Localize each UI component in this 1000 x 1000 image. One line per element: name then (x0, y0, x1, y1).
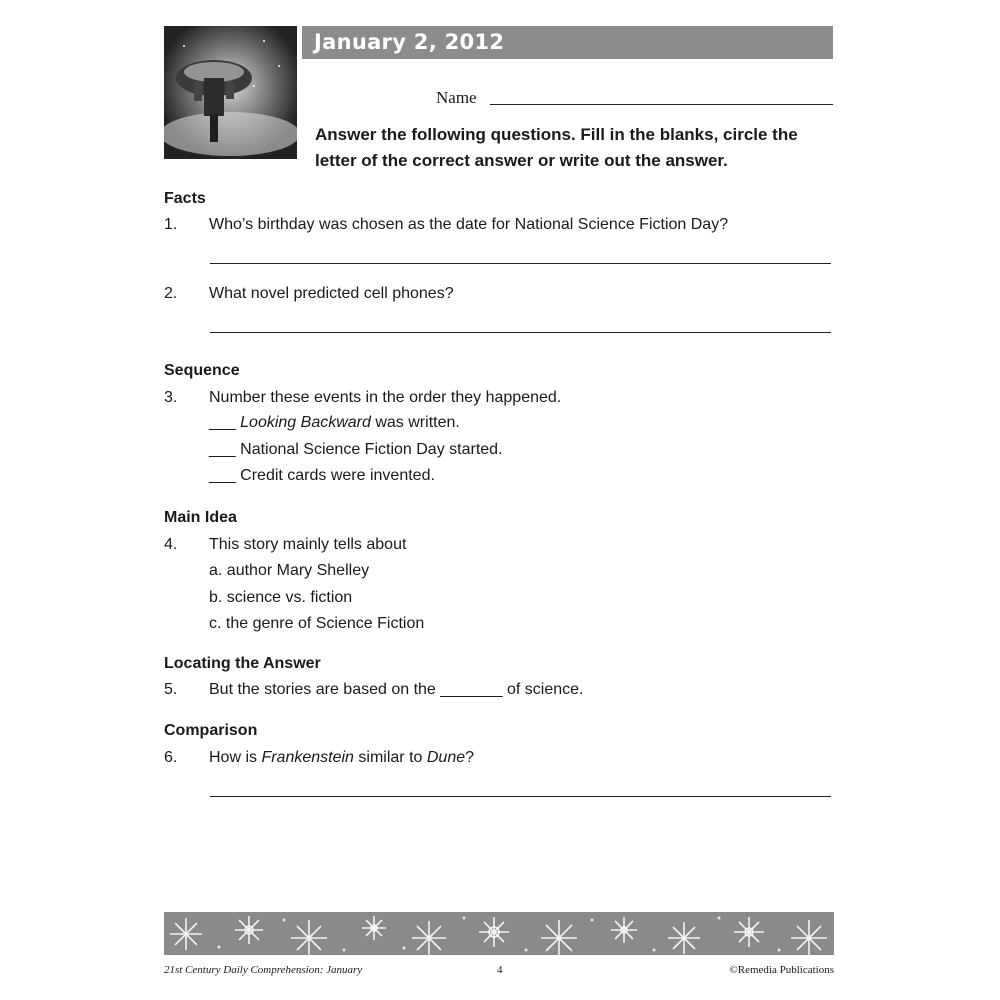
sequence-blank[interactable]: ___ (209, 441, 236, 458)
answer-option-c[interactable] (209, 615, 424, 633)
event-text: Credit cards were invented. (240, 467, 435, 484)
event-text: National Science Fiction Day started. (240, 441, 503, 458)
question-number: 1. (164, 216, 178, 233)
section-title-facts: Facts (164, 190, 206, 207)
snowflake-banner (164, 912, 834, 955)
event-text: was written. (370, 414, 460, 431)
header-illustration (164, 26, 297, 159)
sequence-event (209, 414, 460, 432)
section-title-comparison: Comparison (164, 722, 258, 739)
answer-line-1[interactable] (210, 263, 831, 264)
book-title: Frankenstein (261, 749, 354, 766)
snowflake-pattern (164, 912, 834, 955)
sequence-blank[interactable]: ___ (209, 467, 236, 484)
name-label: Name (436, 88, 477, 107)
answer-option-b[interactable] (209, 589, 352, 607)
section-title-sequence: Sequence (164, 362, 240, 379)
question-4: This story mainly tells about (209, 536, 407, 553)
question-1: Who’s birthday was chosen as the date for National Science Fiction Day? (209, 216, 729, 233)
option-letter: c. (209, 615, 222, 632)
name-field[interactable] (490, 104, 833, 105)
q6-text: ? (465, 749, 475, 766)
option-text: science vs. fiction (226, 589, 353, 606)
footer-publisher: ©Remedia Publications (729, 964, 834, 976)
question-number: 3. (164, 389, 178, 406)
q6-text: similar to (353, 749, 427, 766)
page-number: 4 (497, 964, 503, 976)
section-title-main-idea: Main Idea (164, 509, 237, 526)
question-number: 4. (164, 536, 178, 553)
question-2: What novel predicted cell phones? (209, 285, 454, 302)
option-text: the genre of Science Fiction (225, 615, 425, 632)
answer-option-a[interactable] (209, 562, 369, 580)
q6-text: How is (209, 749, 262, 766)
q5-text-after: of science. (502, 681, 584, 698)
floating-city-illustration (164, 26, 297, 159)
question-number: 5. (164, 681, 178, 698)
q5-text-before: But the stories are based on the (209, 681, 441, 698)
option-letter: b. (209, 589, 223, 606)
sequence-blank[interactable]: ___ (209, 414, 236, 431)
page-date: January 2, 2012 (314, 30, 505, 54)
sequence-event (209, 441, 503, 459)
footer-book-title: 21st Century Daily Comprehension: January (164, 964, 363, 976)
answer-line-6[interactable] (210, 796, 831, 797)
option-letter: a. (209, 562, 223, 579)
question-6 (209, 749, 474, 767)
option-text: author Mary Shelley (226, 562, 370, 579)
fill-in-blank[interactable]: _______ (440, 681, 503, 698)
sequence-event (209, 467, 435, 485)
book-title: Looking Backward (240, 414, 371, 431)
section-title-locating: Locating the Answer (164, 655, 321, 672)
question-5 (209, 681, 584, 699)
instructions: Answer the following questions. Fill in the blanks, circle the letter of the correct answer or write out the answer. (315, 125, 798, 170)
question-3: Number these events in the order they happened. (209, 389, 562, 406)
answer-line-2[interactable] (210, 332, 831, 333)
book-title: Dune (426, 749, 466, 766)
question-number: 6. (164, 749, 178, 766)
question-number: 2. (164, 285, 178, 302)
